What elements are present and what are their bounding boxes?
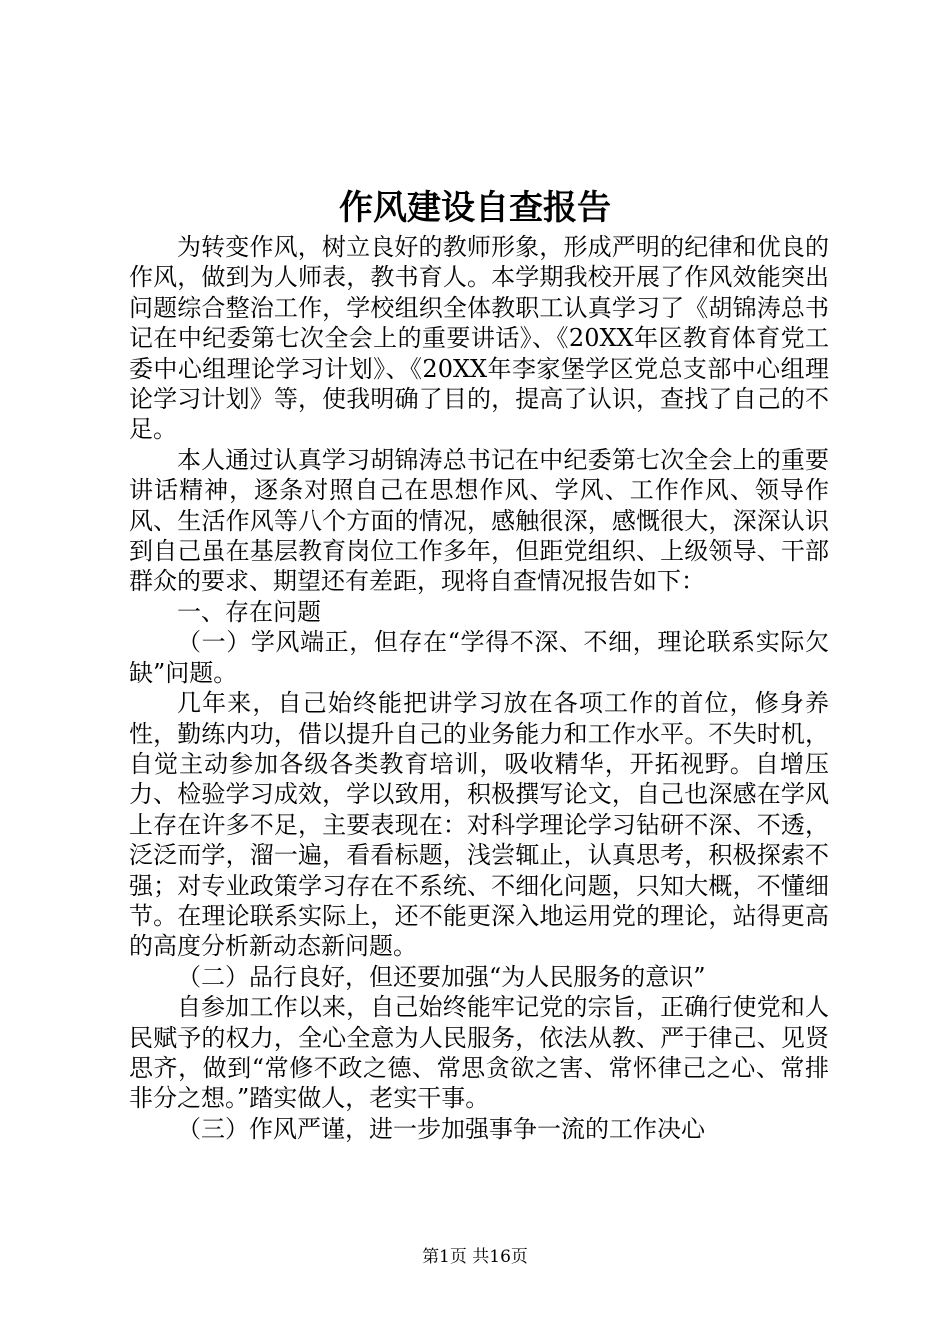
- page-footer: 第1页 共16页: [422, 1247, 528, 1267]
- section-heading-problems: 一、存在问题: [177, 597, 321, 626]
- subheading-conduct: （二）品行良好，但还要加强“为人民服务的意识”: [177, 962, 706, 991]
- paragraph-study: 本人通过认真学习胡锦涛总书记在中纪委第七次全会上的重要讲话精神，逐条对照自己在思想作风、学风、工作作风、领导作风、生活作风等八个方面的情况，感触很深，感慨很大，深深认识到自己虽在基层教育岗位工作多年，但距党组织、上级领导、干部群众的要求、期望还有差距，现将自查情况报告如下：: [129, 445, 829, 596]
- paragraph-intro: 为转变作风，树立良好的教师形象，形成严明的纪律和优良的作风，做到为人师表，教书育人。本学期我校开展了作风效能突出问题综合整治工作，学校组织全体教职工认真学习了《胡锦涛总书记在中纪委第七次全会上的重要讲话》、《20XX年区教育体育党工委中心组理论学习计划》、《20XX年李家堡学区党总支部中心组理论学习计划》等，使我明确了目的，提高了认识，查找了自己的不足。: [129, 233, 829, 444]
- document-body: [129, 232, 829, 1144]
- subheading-work-style: （三）作风严谨，进一步加强事争一流的工作决心: [177, 1114, 705, 1143]
- document-title: 作风建设自查报告: [339, 188, 611, 228]
- paragraph-study-style: 几年来，自己始终能把讲学习放在各项工作的首位，修身养性，勤练内功，借以提升自己的业务能力和工作水平。不失时机，自觉主动参加各级各类教育培训，吸收精华，开拓视野。自增压力、检验学习成效，学以致用，积极撰写论文，自己也深感在学风上存在许多不足，主要表现在：对科学理论学习钻研不深、不透，泛泛而学，溜一遍，看看标题，浅尝辄止，认真思考，积极探索不强；对专业政策学习存在不系统、不细化问题，只知大概，不懂细节。在理论联系实际上，还不能更深入地运用党的理论，站得更高的高度分析新动态新问题。: [129, 689, 829, 961]
- paragraph-conduct: 自参加工作以来，自己始终能牢记党的宗旨，正确行使党和人民赋予的权力，全心全意为人民服务，依法从教、严于律己、见贤思齐，做到“常修不政之德、常思贪欲之害、常怀律己之心、常排非分之想。”踏实做人，老实干事。: [129, 993, 829, 1113]
- subheading-study-style: （一）学风端正，但存在“学得不深、不细，理论联系实际欠缺”问题。: [129, 628, 829, 687]
